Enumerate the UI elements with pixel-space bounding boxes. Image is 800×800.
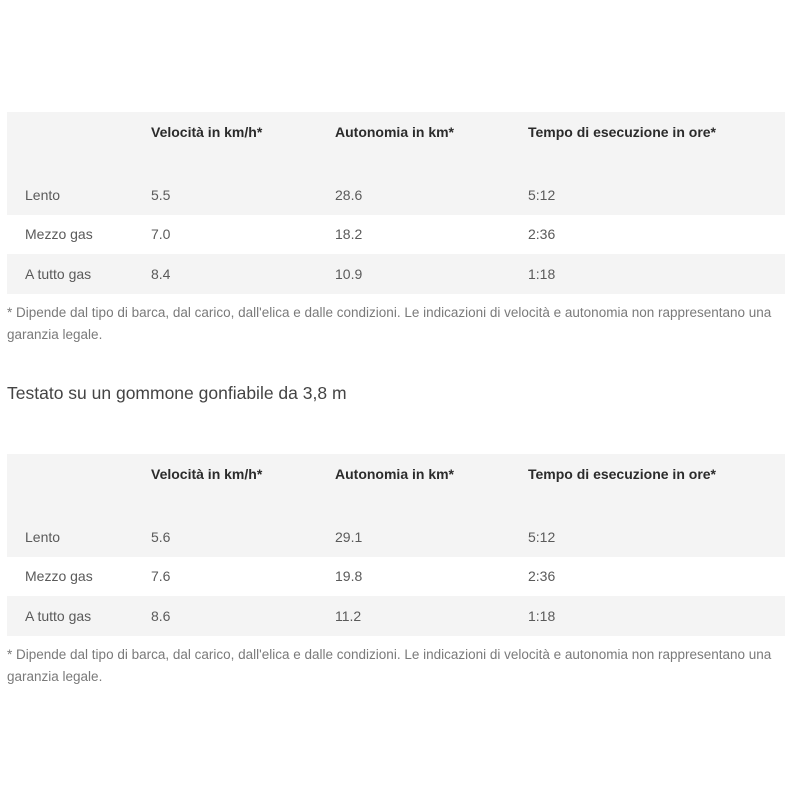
speed-value: 8.6 [151,596,335,636]
runtime-value: 1:18 [528,596,785,636]
table-row [7,215,785,255]
speed-value: 8.4 [151,254,335,294]
table-row [7,517,785,557]
table-row [7,175,785,215]
range-value: 29.1 [335,517,528,557]
range-value: 28.6 [335,175,528,215]
row-label: A tutto gas [7,596,151,636]
runtime-value: 2:36 [528,215,785,255]
section-caption: Testato su un gommone gonfiabile da 3,8 m [7,383,347,403]
runtime-value: 5:12 [528,175,785,215]
speed-value: 7.0 [151,215,335,255]
table-row [7,596,785,636]
table-header-row [7,112,785,175]
speed-value: 7.6 [151,557,335,597]
performance-table [7,454,785,636]
header-range: Autonomia in km* [335,112,528,175]
row-label: Lento [7,175,151,215]
table-footnote: * Dipende dal tipo di barca, dal carico, dall'elica e dalle condizioni. Le indicazioni di velocità e autonomia non rappresentano una garanzia legale. [7,304,772,342]
speed-value: 5.6 [151,517,335,557]
table-row [7,254,785,294]
range-value: 19.8 [335,557,528,597]
table-footnote: * Dipende dal tipo di barca, dal carico, dall'elica e dalle condizioni. Le indicazioni di velocità e autonomia non rappresentano una garanzia legale. [7,646,772,684]
header-speed: Velocità in km/h* [151,454,335,517]
performance-table-block-1 [7,112,785,346]
row-label: A tutto gas [7,254,151,294]
runtime-value: 5:12 [528,517,785,557]
table-header-row [7,454,785,517]
row-label: Mezzo gas [7,215,151,255]
performance-table [7,112,785,294]
range-value: 11.2 [335,596,528,636]
runtime-value: 1:18 [528,254,785,294]
range-value: 10.9 [335,254,528,294]
table-row [7,557,785,597]
header-speed: Velocità in km/h* [151,112,335,175]
header-cell [7,112,151,175]
performance-table-block-2 [7,454,785,688]
header-runtime: Tempo di esecuzione in ore* [528,112,785,175]
header-cell [7,454,151,517]
header-runtime: Tempo di esecuzione in ore* [528,454,785,517]
row-label: Mezzo gas [7,557,151,597]
speed-value: 5.5 [151,175,335,215]
row-label: Lento [7,517,151,557]
range-value: 18.2 [335,215,528,255]
runtime-value: 2:36 [528,557,785,597]
header-range: Autonomia in km* [335,454,528,517]
